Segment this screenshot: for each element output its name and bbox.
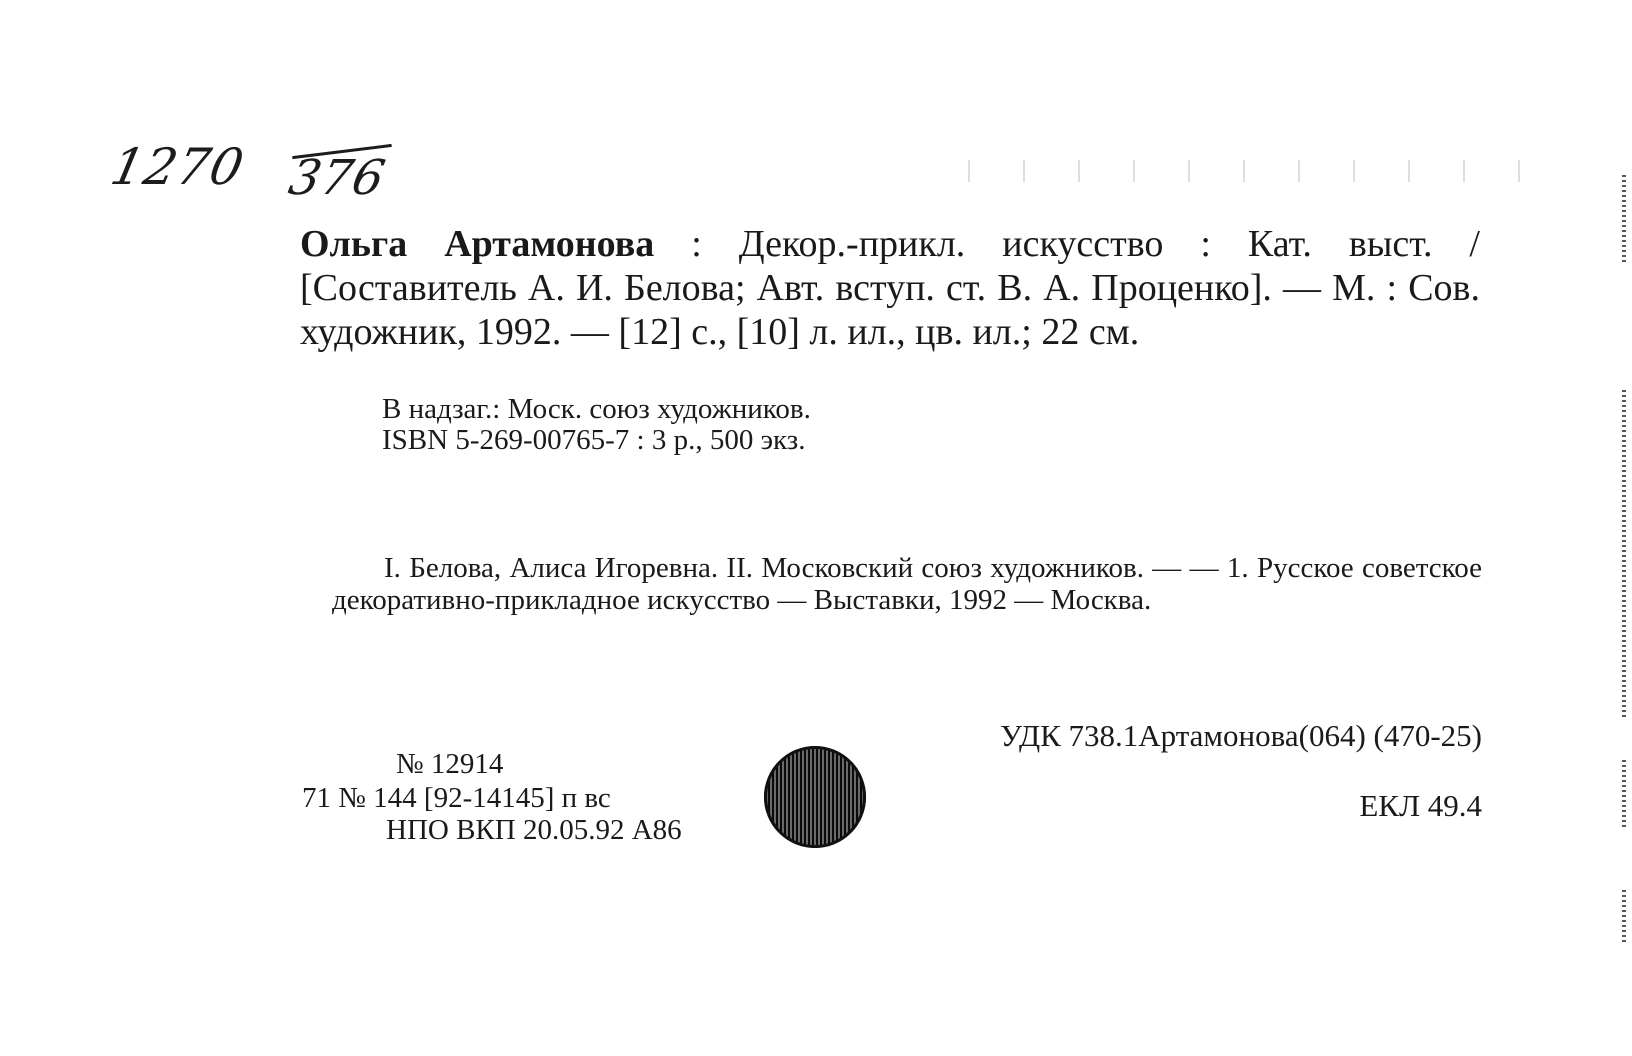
udk-classification: УДК 738.1Артамонова(064) (470-25) — [1000, 718, 1482, 753]
scan-edge-mark — [1622, 390, 1626, 720]
faint-scan-marks — [940, 160, 1520, 182]
print-order: 71 № 144 [92-14145] п вс — [302, 782, 611, 814]
handwritten-number-right: 376 — [284, 150, 391, 206]
scan-edge-mark — [1622, 890, 1626, 945]
scan-edge-mark — [1622, 175, 1626, 265]
note-isbn: ISBN 5-269-00765-7 : 3 р., 500 экз. — [382, 424, 806, 456]
ekl-classification: ЕКЛ 49.4 — [1359, 788, 1482, 823]
tracing-block: I. Белова, Алиса Игоревна. II. Московский союз художников. — — 1. Русское советское декоративно-прикладное искусство — Выставки, 1992 — Москва. — [332, 552, 1482, 616]
round-stamp-mark — [764, 746, 866, 848]
entry-body: : Декор.-прикл. искусство : Кат. выст. / [Составитель А. И. Белова; Авт. вступ. ст. В. А. Проценко]. — М. : Сов. художник, 1992. — [12] с., [10] л. ил., цв. ил.; 22 см. — [300, 223, 1480, 353]
scan-edge-mark — [1622, 760, 1626, 830]
print-publisher: НПО ВКП 20.05.92 А86 — [386, 814, 682, 846]
print-number: № 12914 — [396, 748, 504, 780]
bibliographic-entry — [300, 222, 1480, 354]
handwritten-number-left: 1270 — [105, 138, 250, 196]
entry-heading: Ольга Артамонова — [300, 223, 655, 265]
note-supertitle: В надзаг.: Моск. союз художников. — [382, 393, 811, 425]
